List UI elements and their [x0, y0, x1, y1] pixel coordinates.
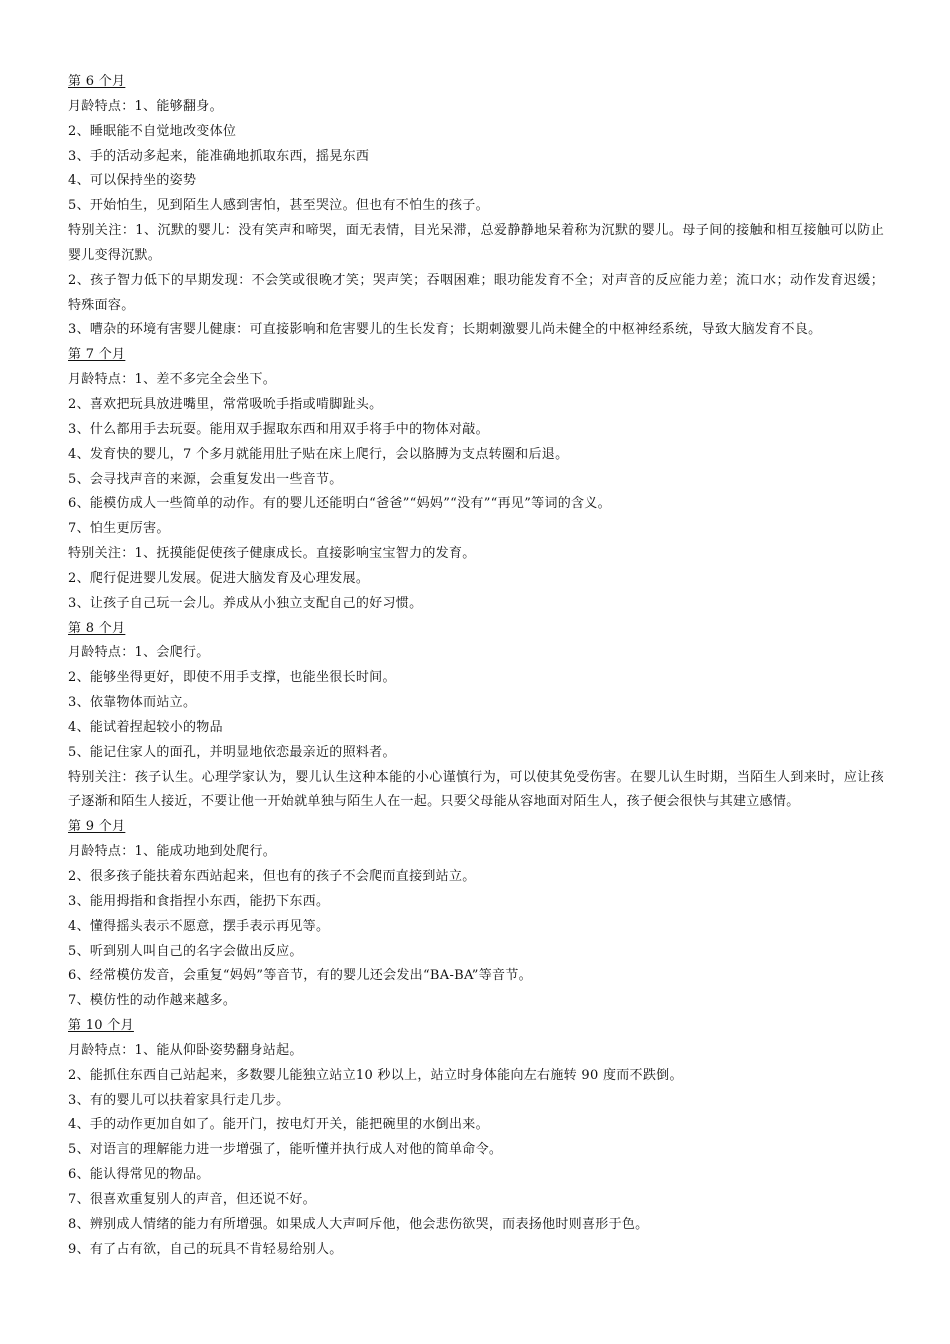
- attention-paragraph: 特别关注：1、沉默的婴儿：没有笑声和啼哭，面无表情，目光呆滞，总爱静静地呆着称为沉默的婴儿。母子间的接触和相互接触可以防止婴儿变得沉默。: [68, 223, 884, 263]
- feature-line: 月龄特点：1、会爬行。: [68, 645, 210, 661]
- feature-line: 3、依靠物体而站立。: [68, 695, 197, 711]
- feature-line: 4、发育快的婴儿，7 个多月就能用肚子贴在床上爬行，会以胳膊为支点转圈和后退。: [68, 446, 569, 462]
- attention-line: 2、爬行促进婴儿发展。促进大脑发育及心理发展。: [68, 570, 370, 586]
- feature-line: 6、能认得常见的物品。: [68, 1167, 210, 1183]
- feature-line: 3、什么都用手去玩耍。能用双手握取东西和用双手将手中的物体对敲。: [68, 421, 489, 437]
- feature-line: 4、能试着捏起较小的物品: [68, 719, 223, 735]
- feature-line: 3、能用拇指和食指捏小东西，能扔下东西。: [68, 893, 330, 909]
- attention-paragraph: 特别关注：孩子认生。心理学家认为，婴儿认生这种本能的小心谨慎行为，可以使其免受伤害。在婴儿认生时期，当陌生人到来时，应让孩子逐渐和陌生人接近，不要让他一开始就单独与陌生人在一起。只要父母能从容地面对陌生人，孩子便会很快与其建立感情。: [68, 769, 884, 810]
- attention-line: 3、让孩子自己玩一会儿。养成从小独立支配自己的好习惯。: [68, 595, 423, 611]
- feature-line: 2、很多孩子能扶着东西站起来，但也有的孩子不会爬而直接到站立。: [68, 869, 476, 884]
- feature-line: 3、手的活动多起来，能准确地抓取东西，摇晃东西: [68, 148, 370, 164]
- section-heading-month-8: 第 8 个月: [68, 620, 126, 636]
- feature-line: 月龄特点：1、能够翻身。: [68, 98, 223, 114]
- feature-line: 7、模仿性的动作越来越多。: [68, 993, 237, 1009]
- feature-line: 月龄特点：1、能成功地到处爬行。: [68, 844, 277, 860]
- section-heading-month-9: 第 9 个月: [68, 819, 126, 835]
- feature-line: 5、开始怕生，见到陌生人感到害怕，甚至哭泣。但也有不怕生的孩子。: [68, 198, 489, 214]
- feature-line: 6、经常模仿发音，会重复“妈妈”等音节，有的婴儿还会发出“BA-BA”等音节。: [68, 968, 532, 984]
- feature-line: 月龄特点：1、差不多完全会坐下。: [68, 372, 277, 388]
- feature-line: 2、能够坐得更好，即使不用手支撑，也能坐很长时间。: [68, 670, 396, 686]
- feature-line: 3、有的婴儿可以扶着家具行走几步。: [68, 1092, 290, 1108]
- feature-line: 7、怕生更厉害。: [68, 521, 170, 537]
- document-body: [68, 70, 884, 1263]
- attention-paragraph: 2、孩子智力低下的早期发现：不会笑或很晚才笑；哭声笑；吞咽困难；眼功能发育不全；对声音的反应能力差；流口水；动作发育迟缓；特殊面容。: [68, 272, 884, 313]
- feature-line: 2、喜欢把玩具放进嘴里，常常吸吮手指或啃脚趾头。: [68, 396, 383, 412]
- feature-line: 4、手的动作更加自如了。能开门，按电灯开关，能把碗里的水倒出来。: [68, 1117, 489, 1133]
- feature-line: 6、能模仿成人一些简单的动作。有的婴儿还能明白“爸爸”“妈妈”“没有”“再见”等词的含义。: [68, 496, 611, 512]
- attention-line: 特别关注：1、抚摸能促使孩子健康成长。直接影响宝宝智力的发育。: [68, 546, 476, 562]
- section-heading-month-7: 第 7 个月: [68, 347, 126, 363]
- attention-line: 3、嘈杂的环境有害婴儿健康：可直接影响和危害婴儿的生长发育；长期刺激婴儿尚未健全的中枢神经系统，导致大脑发育不良。: [68, 322, 822, 338]
- feature-line: 2、睡眠能不自觉地改变体位: [68, 123, 237, 139]
- feature-line: 2、能抓住东西自己站起来，多数婴儿能独立站立10 秒以上，站立时身体能向左右施转 90 度而不跌倒。: [68, 1067, 683, 1083]
- feature-line: 5、能记住家人的面孔，并明显地依恋最亲近的照料者。: [68, 744, 396, 760]
- section-heading-month-6: 第 6 个月: [68, 74, 126, 89]
- feature-line: 4、懂得摇头表示不愿意，摆手表示再见等。: [68, 918, 330, 934]
- feature-line: 5、会寻找声音的来源，会重复发出一些音节。: [68, 471, 343, 487]
- section-heading-month-10: 第 10 个月: [68, 1018, 134, 1034]
- feature-line: 月龄特点：1、能从仰卧姿势翻身站起。: [68, 1042, 303, 1058]
- feature-line: 4、可以保持坐的姿势: [68, 173, 197, 189]
- feature-line: 5、听到别人叫自己的名字会做出反应。: [68, 943, 303, 959]
- feature-line: 7、很喜欢重复别人的声音，但还说不好。: [68, 1191, 316, 1207]
- feature-line: 8、辨别成人情绪的能力有所增强。如果成人大声呵斥他，他会悲伤欲哭，而表扬他时则喜形于色。: [68, 1216, 649, 1232]
- feature-line: 9、有了占有欲，自己的玩具不肯轻易给别人。: [68, 1241, 343, 1257]
- feature-line: 5、对语言的理解能力进一步增强了，能听懂并执行成人对他的简单命令。: [68, 1142, 503, 1158]
